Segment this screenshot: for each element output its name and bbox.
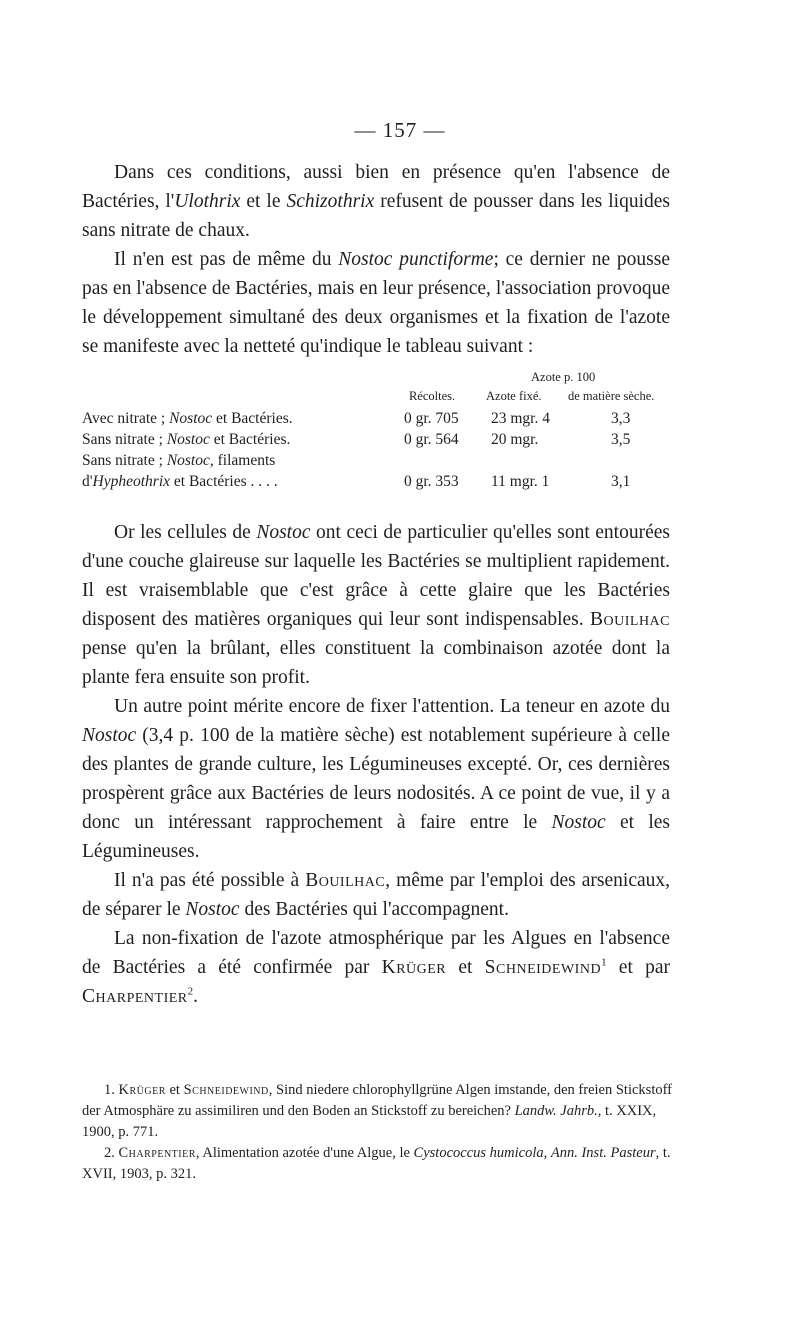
paragraph-2 [82,245,670,361]
table-row [82,431,631,449]
cell-pct: 3,1 [611,473,631,490]
row-label: d' [82,473,93,490]
text-run: , même par l'emploi des arsenicaux, de séparer le [82,870,671,920]
text-run: La non-fixation de l'azote atmosphérique par les Algues en l'absence de Bactéries a été confirmée par [82,928,670,978]
paragraph-3 [82,518,670,692]
paragraph-4 [82,692,670,866]
genus-schizothrix: Schizothrix [286,191,375,212]
cell-azote: 11 mgr. 1 [491,473,550,490]
text-run: , Alimentation azotée d'une Algue, le [195,1145,414,1161]
text-run: ; ce dernier ne pousse pas en l'absence de Bactéries, mais en leur présence, l'association provoque le développement simultané des deux organismes et la fixation de l'azote se manifeste avec la netteté qu'indique le tableau suivant : [82,249,670,357]
author-charpentier: Charpentier [82,986,188,1007]
cell-recolte: 0 gr. 705 [404,410,459,427]
text-block-top [82,158,670,361]
genus-ulothrix: Ulothrix [174,191,241,212]
cell-azote: 20 mgr. [491,431,539,448]
cell-recolte: 0 gr. 564 [404,431,459,448]
genus-nostoc: Nostoc [256,522,311,543]
row-label: , filaments [209,452,276,469]
author-kruger: Krüger [381,957,447,978]
species-nostoc-punctiforme: Nostoc punctiforme [338,249,494,270]
text-run: , [543,1145,551,1161]
text-run: ont ceci de particulier qu'elles sont entourées d'une couche glaireuse sur laquelle les Bactéries se multiplient rapidement. Il est vraisemblable que c'est grâce à cette glaire que les Bactéries disposent des matières organiques qui leur sont indispensables. [82,522,670,630]
paragraph-5 [82,866,670,924]
text-run: des Bactéries qui l'accompagnent. [239,899,509,920]
table-row [82,473,631,491]
paragraph-1 [82,158,670,245]
genus-nostoc: Nostoc [551,812,606,833]
text-run: et les Légumineuses. [82,812,671,862]
text-run: et le [240,191,287,212]
genus-nostoc: Nostoc [82,725,137,746]
text-run: refusent de pousser dans les liquides sans nitrate de chaux. [82,191,670,241]
author-charpentier: Charpentier [118,1145,196,1161]
row-label: et Bactéries. [209,431,291,448]
text-run: et [165,1082,184,1098]
header-matiere-seche: de matière sèche. [568,389,655,403]
author-kruger: Krüger [118,1082,166,1098]
cell-recolte: 0 gr. 353 [404,473,459,490]
footnote-ref-1: 1 [601,956,607,969]
text-run: Il n'a pas été possible à [114,870,306,891]
author-schneidewind: Schneidewind [484,957,602,978]
text-run: Il n'en est pas de même du [114,249,339,270]
row-label-italic: Nostoc [169,410,213,427]
cell-pct: 3,3 [611,410,631,427]
row-label: Avec nitrate ; [82,410,170,427]
text-run: Dans ces conditions, aussi bien en présence qu'en l'absence de Bactéries, l' [82,162,670,212]
author-schneidewind: Schneidewind [183,1082,269,1098]
species-cystococcus: Cystococcus humicola [413,1145,544,1161]
genus-nostoc: Nostoc [185,899,240,920]
header-azote-p100: Azote p. 100 [531,370,596,384]
journal-title: Ann. Inst. Pasteur [550,1145,656,1161]
text-run: Or les cellules de [114,522,257,543]
text-run: et par [606,957,670,978]
footnote-number: 1. [104,1082,119,1098]
text-run: . [193,986,198,1007]
cell-pct: 3,5 [611,431,631,448]
author-bouilhac: Bouilhac [590,609,670,630]
footnote-ref-2: 2 [187,985,194,998]
row-label: Sans nitrate ; [82,452,167,469]
footnote-2 [82,1143,680,1185]
footnotes [82,1080,680,1185]
text-run: (3,4 p. 100 de la matière sèche) est notablement supérieure à celle des plantes de grande culture, les Légumineuses excepté. Or, ces dernières prospèrent grâce aux Bactéries de leurs nodosités. A ce point de vue, il y a donc un intéressant rapprochement à faire entre le [82,725,670,833]
header-azote-fixe: Azote fixé. [486,389,542,403]
footnote-1 [82,1080,680,1143]
row-label: Sans nitrate ; [82,431,167,448]
row-label-italic: Nostoc [166,452,210,469]
text-run: et [446,957,485,978]
row-label: et Bactéries. [212,410,293,427]
table-row [82,410,631,428]
text-run: , t. XVII, 1903, p. 321. [82,1145,671,1182]
text-run: pense qu'en la brûlant, elles constituent la combinaison azotée dont la plante fera ensuite son profit. [82,638,670,688]
page-number: — 157 — [354,118,446,142]
text-run: , t. XXIX, 1900, p. 771. [82,1103,657,1140]
paragraph-6 [82,924,670,1011]
row-label-italic: Nostoc [166,431,210,448]
table-row [82,452,322,470]
row-label: et Bactéries . . . . [170,473,278,490]
footnote-number: 2. [104,1145,119,1161]
header-recoltes: Récoltes. [409,389,456,403]
cell-azote: 23 mgr. 4 [491,410,550,427]
text-run: , Sind niedere chlorophyllgrüne Algen imstande, den freien Stickstoff der Atmosphäre zu assimiliren und den Boden an Stickstoff zu bereichen? [82,1082,672,1119]
text-block-bottom [82,518,670,1011]
text-run: Un autre point mérite encore de fixer l'attention. La teneur en azote du [114,696,670,717]
journal-title: Landw. Jahrb. [514,1103,598,1119]
row-label-italic: Hypheothrix [92,473,171,490]
author-bouilhac: Bouilhac [305,870,386,891]
